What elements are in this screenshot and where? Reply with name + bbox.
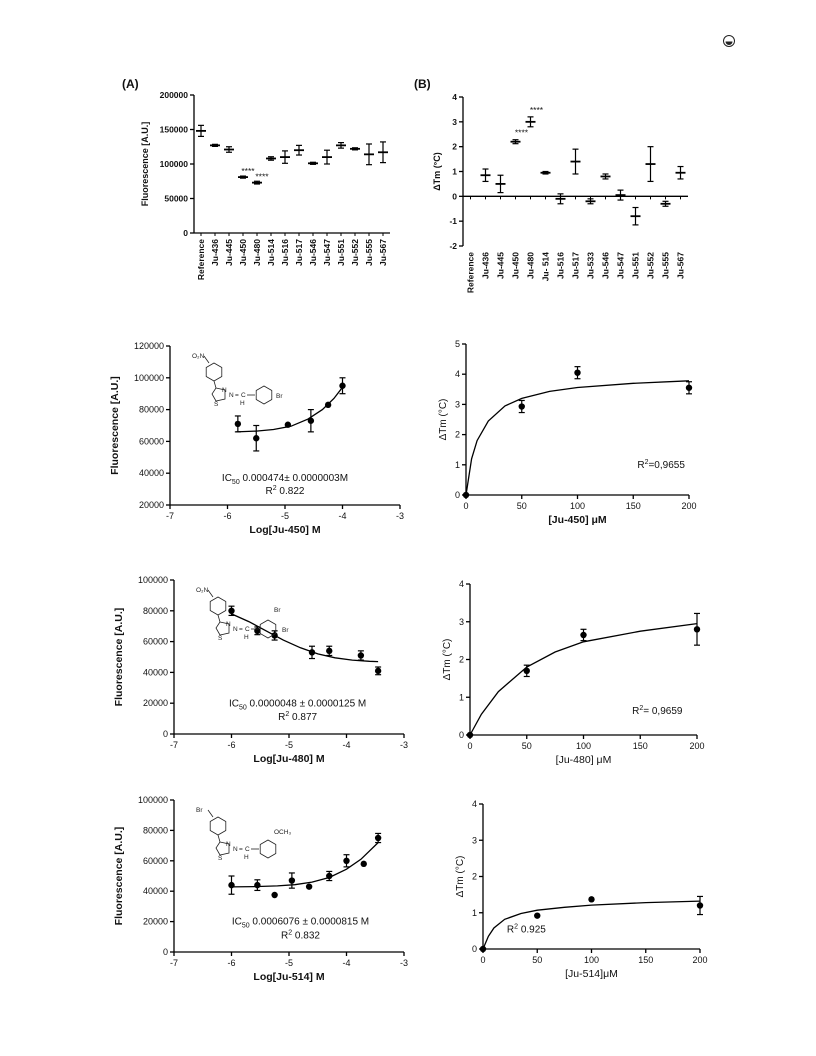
y-axis-label: ΔTm (°C) xyxy=(432,152,442,191)
data-point xyxy=(285,422,291,428)
annotation: $R^2$ 0.822 xyxy=(265,484,305,497)
x-tick-label: -4 xyxy=(342,740,351,750)
y-tick-label: -1 xyxy=(449,216,457,227)
data-point xyxy=(361,861,367,867)
double-bond-label: = xyxy=(239,846,243,853)
y-tick-label: 3 xyxy=(454,399,460,410)
y-tick-label: 0 xyxy=(183,228,188,238)
x-tick-label: 100 xyxy=(569,501,586,511)
category-label: Ju-445 xyxy=(224,239,234,266)
y-tick-label: 1 xyxy=(454,459,460,470)
ring-atom-label: S xyxy=(218,855,223,862)
category-label: Ju-546 xyxy=(600,252,611,279)
x-tick-label: -5 xyxy=(280,511,290,521)
y-tick-label: 60000 xyxy=(142,855,168,866)
y-axis-label: ΔTm (°C) xyxy=(438,398,449,441)
data-point xyxy=(580,632,586,638)
annotation: $R^2$ 0.832 xyxy=(281,929,320,942)
fit-curve xyxy=(232,614,379,662)
linker-atom-label: N xyxy=(233,626,238,633)
panel-label: (B) xyxy=(414,77,431,91)
linker-atom-label: N xyxy=(229,392,234,399)
y-tick-label: 2 xyxy=(452,141,457,152)
data-point xyxy=(254,882,260,888)
y-tick-label: 20000 xyxy=(142,698,168,709)
chemical-structure xyxy=(196,807,291,862)
category-label: Ju-551 xyxy=(336,239,346,266)
x-tick-label: -4 xyxy=(342,958,351,968)
annotation: $R^2= 0,9659$ xyxy=(632,705,683,718)
substituent-label: O₂N xyxy=(196,587,209,594)
y-axis-label: Fluorescence [A.U.] xyxy=(113,826,125,926)
linker-atom-label: C xyxy=(245,626,250,633)
x-tick-label: -6 xyxy=(223,511,232,521)
category-label: Ju-480 xyxy=(252,239,262,266)
double-bond-label: = xyxy=(235,392,239,399)
category-label: Ju-514 xyxy=(266,239,276,266)
category-label: Ju-445 xyxy=(495,252,506,279)
x-tick-label: -3 xyxy=(395,511,405,521)
bond xyxy=(208,590,213,597)
x-axis-label: Log[Ju-480] M xyxy=(253,753,325,765)
x-axis-label: [Ju-450] μM xyxy=(548,514,607,526)
category-label: Ju-450 xyxy=(510,252,521,279)
y-tick-label: 1 xyxy=(458,692,464,703)
substituent-label: Br xyxy=(282,627,289,634)
bond xyxy=(218,835,220,842)
y-tick-label: 0 xyxy=(162,947,168,957)
x-tick-label: 200 xyxy=(689,741,705,751)
category-label: Ju-567 xyxy=(675,252,686,279)
x-axis-label: [Ju-480] μM xyxy=(555,754,612,766)
ring-atom-label: N xyxy=(226,841,231,848)
y-tick-label: 4 xyxy=(471,799,477,809)
significance-mark: **** xyxy=(514,127,529,138)
y-tick-label: 20000 xyxy=(138,500,164,510)
category-label: Ju-547 xyxy=(322,239,332,266)
chart-G xyxy=(113,795,408,983)
y-tick-label: 60000 xyxy=(138,436,164,447)
ring-atom-label: S xyxy=(218,635,223,642)
chemical-structure xyxy=(196,587,289,642)
x-tick-label: 150 xyxy=(638,955,654,965)
category-label: Ju-516 xyxy=(555,252,566,279)
y-tick-label: 100000 xyxy=(159,159,188,169)
y-tick-label: 200000 xyxy=(159,90,188,100)
data-point xyxy=(306,883,312,889)
y-tick-label: 60000 xyxy=(142,636,168,647)
y-tick-label: 4 xyxy=(454,369,460,380)
hydrogen-label: H xyxy=(240,400,245,407)
y-tick-label: 80000 xyxy=(142,825,168,836)
data-point xyxy=(289,877,295,883)
y-tick-label: 80000 xyxy=(138,404,164,415)
y-tick-label: 3 xyxy=(452,116,457,127)
data-point xyxy=(534,912,540,918)
substituent-label: O₂N xyxy=(192,353,205,360)
chart-A xyxy=(122,77,390,280)
x-tick-label: -3 xyxy=(399,740,409,750)
y-tick-label: 5 xyxy=(454,339,460,349)
data-point xyxy=(228,608,234,614)
significance-mark: **** xyxy=(241,166,255,177)
y-tick-label: 0 xyxy=(452,191,457,202)
annotation: $R^2$ 0.877 xyxy=(278,711,318,724)
x-tick-label: -5 xyxy=(284,958,294,968)
data-point xyxy=(339,383,345,389)
annotation: $R^2$ 0.925 xyxy=(506,923,546,936)
chart-H xyxy=(455,799,708,980)
y-axis-label: ΔTm (°C) xyxy=(455,855,466,898)
x-tick-label: -4 xyxy=(338,511,347,521)
x-tick-label: 0 xyxy=(467,741,473,751)
data-point xyxy=(271,892,277,898)
x-tick-label: 50 xyxy=(532,955,543,965)
substituent-label: Br xyxy=(196,807,203,814)
data-point xyxy=(467,732,473,738)
significance-mark: **** xyxy=(529,104,544,115)
y-tick-label: 100000 xyxy=(137,795,168,805)
substituent-label: OCH₃ xyxy=(274,829,292,836)
chart-D xyxy=(438,339,697,526)
y-tick-label: 2 xyxy=(471,871,477,882)
data-point xyxy=(588,896,594,902)
data-point xyxy=(235,421,241,427)
y-tick-label: 1 xyxy=(471,907,477,918)
data-point xyxy=(228,882,234,888)
data-point xyxy=(253,435,259,441)
data-point xyxy=(574,369,580,375)
category-label: Ju-555 xyxy=(364,239,374,266)
category-label: Ju-547 xyxy=(615,252,626,279)
category-label: Ju-516 xyxy=(280,239,290,266)
category-label: Ju-480 xyxy=(525,252,536,279)
x-tick-label: 100 xyxy=(583,955,600,965)
annotation: $R^2=0,9655$ xyxy=(637,458,685,471)
linker-atom-label: C xyxy=(241,392,246,399)
x-tick-label: -6 xyxy=(227,740,236,750)
y-tick-label: 40000 xyxy=(142,667,168,678)
x-tick-label: 0 xyxy=(463,501,469,511)
category-label: Ju-546 xyxy=(308,239,318,266)
y-axis-label: Fluorescence [A.U.] xyxy=(113,607,125,707)
category-label: Ju-567 xyxy=(378,239,388,266)
category-label: Ju- 514 xyxy=(540,252,551,282)
data-point xyxy=(519,403,525,409)
hydrogen-label: H xyxy=(244,854,249,861)
data-point xyxy=(375,835,381,841)
x-axis-label: Log[Ju-450] M xyxy=(249,524,321,536)
y-axis-label: Fluorescence [A.U.] xyxy=(140,121,150,207)
y-tick-label: 4 xyxy=(452,92,457,102)
y-tick-label: 4 xyxy=(458,579,464,589)
benzene-ring xyxy=(210,817,226,835)
ring-atom-label: N xyxy=(226,621,231,628)
x-tick-label: 150 xyxy=(632,741,648,751)
x-tick-label: 150 xyxy=(625,501,641,511)
y-tick-label: 0 xyxy=(471,944,477,954)
data-point xyxy=(343,858,349,864)
y-tick-label: 150000 xyxy=(159,124,188,135)
data-point xyxy=(694,626,700,632)
chart-F xyxy=(442,579,705,766)
x-tick-label: -5 xyxy=(284,740,294,750)
fit-curve xyxy=(466,381,689,495)
y-axis-label: ΔTm (°C) xyxy=(442,638,453,681)
y-tick-label: 20000 xyxy=(142,916,168,927)
linker-atom-label: N xyxy=(233,846,238,853)
bond xyxy=(204,356,209,363)
y-tick-label: 2 xyxy=(458,654,464,665)
x-tick-label: 50 xyxy=(516,501,527,511)
significance-mark: **** xyxy=(255,171,269,182)
category-label: Ju-517 xyxy=(570,252,581,279)
bond xyxy=(218,615,220,622)
data-point xyxy=(309,649,315,655)
category-label: Ju-533 xyxy=(585,252,596,279)
y-tick-label: 2 xyxy=(454,429,460,440)
data-point xyxy=(524,668,530,674)
data-point xyxy=(326,648,332,654)
x-tick-label: 200 xyxy=(681,501,697,511)
benzene-ring xyxy=(206,363,222,381)
category-label: Ju-436 xyxy=(210,239,220,266)
data-point xyxy=(254,628,260,634)
y-tick-label: 0 xyxy=(162,729,168,739)
benzene-ring xyxy=(210,597,226,615)
category-label: Ju-552 xyxy=(645,252,656,279)
category-label: Reference xyxy=(196,239,206,281)
chart-B xyxy=(414,77,688,293)
ring-atom-label: S xyxy=(214,401,219,408)
category-label: Ju-552 xyxy=(350,239,360,266)
category-label: Ju-555 xyxy=(660,252,671,279)
data-point xyxy=(375,668,381,674)
data-point xyxy=(326,873,332,879)
y-axis-label: Fluorescence [A.U.] xyxy=(109,376,121,475)
category-label: Ju-436 xyxy=(480,252,491,279)
x-tick-label: 100 xyxy=(575,741,592,751)
chart-C xyxy=(109,341,404,536)
x-tick-label: -3 xyxy=(399,958,409,968)
x-axis-label: Log[Ju-514] M xyxy=(253,971,325,983)
y-tick-label: 3 xyxy=(458,616,464,627)
data-point xyxy=(308,418,314,424)
y-tick-label: 50000 xyxy=(164,193,188,204)
data-point xyxy=(325,402,331,408)
bond xyxy=(208,810,213,817)
annotation: $IC_{50}$ 0.000474± 0.0000003M xyxy=(221,473,349,487)
hydrogen-label: H xyxy=(244,634,249,641)
x-tick-label: -7 xyxy=(169,958,179,968)
annotation: $IC_{50}$ 0.0006076 ± 0.0000815 M xyxy=(231,916,370,930)
data-point xyxy=(697,902,703,908)
data-point xyxy=(463,492,469,498)
chart-E xyxy=(113,575,408,765)
data-point xyxy=(480,946,486,952)
y-tick-label: 100000 xyxy=(133,372,164,383)
x-axis-label: [Ju-514]μM xyxy=(565,968,618,980)
x-tick-label: -6 xyxy=(227,958,236,968)
linker-atom-label: C xyxy=(245,846,250,853)
annotation: $IC_{50}$ 0.0000048 ± 0.0000125 M xyxy=(228,698,367,712)
data-point xyxy=(686,385,692,391)
y-tick-label: 40000 xyxy=(142,886,168,897)
panel-label: (A) xyxy=(122,77,139,91)
ring-atom-label: N xyxy=(222,387,227,394)
x-tick-label: 200 xyxy=(692,955,708,965)
double-bond-label: = xyxy=(239,626,243,633)
y-tick-label: 3 xyxy=(471,835,477,846)
category-label: Ju-551 xyxy=(630,252,641,279)
y-tick-label: 0 xyxy=(458,730,464,740)
substituent-label: Br xyxy=(274,607,281,614)
y-tick-label: 0 xyxy=(454,490,460,500)
x-tick-label: 0 xyxy=(480,955,486,965)
data-point xyxy=(358,652,364,658)
chemical-structure xyxy=(192,353,283,408)
category-label: Reference xyxy=(465,252,476,294)
x-tick-label: 50 xyxy=(521,741,532,751)
substituent-label: Br xyxy=(276,393,283,400)
y-tick-label: 100000 xyxy=(137,575,168,585)
x-tick-label: -7 xyxy=(165,511,175,521)
category-label: Ju-517 xyxy=(294,239,304,266)
benzene-ring xyxy=(260,840,276,858)
y-tick-label: 40000 xyxy=(138,468,164,479)
benzene-ring xyxy=(256,386,272,404)
y-tick-label: 80000 xyxy=(142,605,168,616)
category-label: Ju-450 xyxy=(238,239,248,266)
y-tick-label: 120000 xyxy=(133,341,164,351)
x-tick-label: -7 xyxy=(169,740,179,750)
bond xyxy=(214,381,216,388)
y-tick-label: -2 xyxy=(449,241,457,251)
y-tick-label: 1 xyxy=(452,166,457,177)
